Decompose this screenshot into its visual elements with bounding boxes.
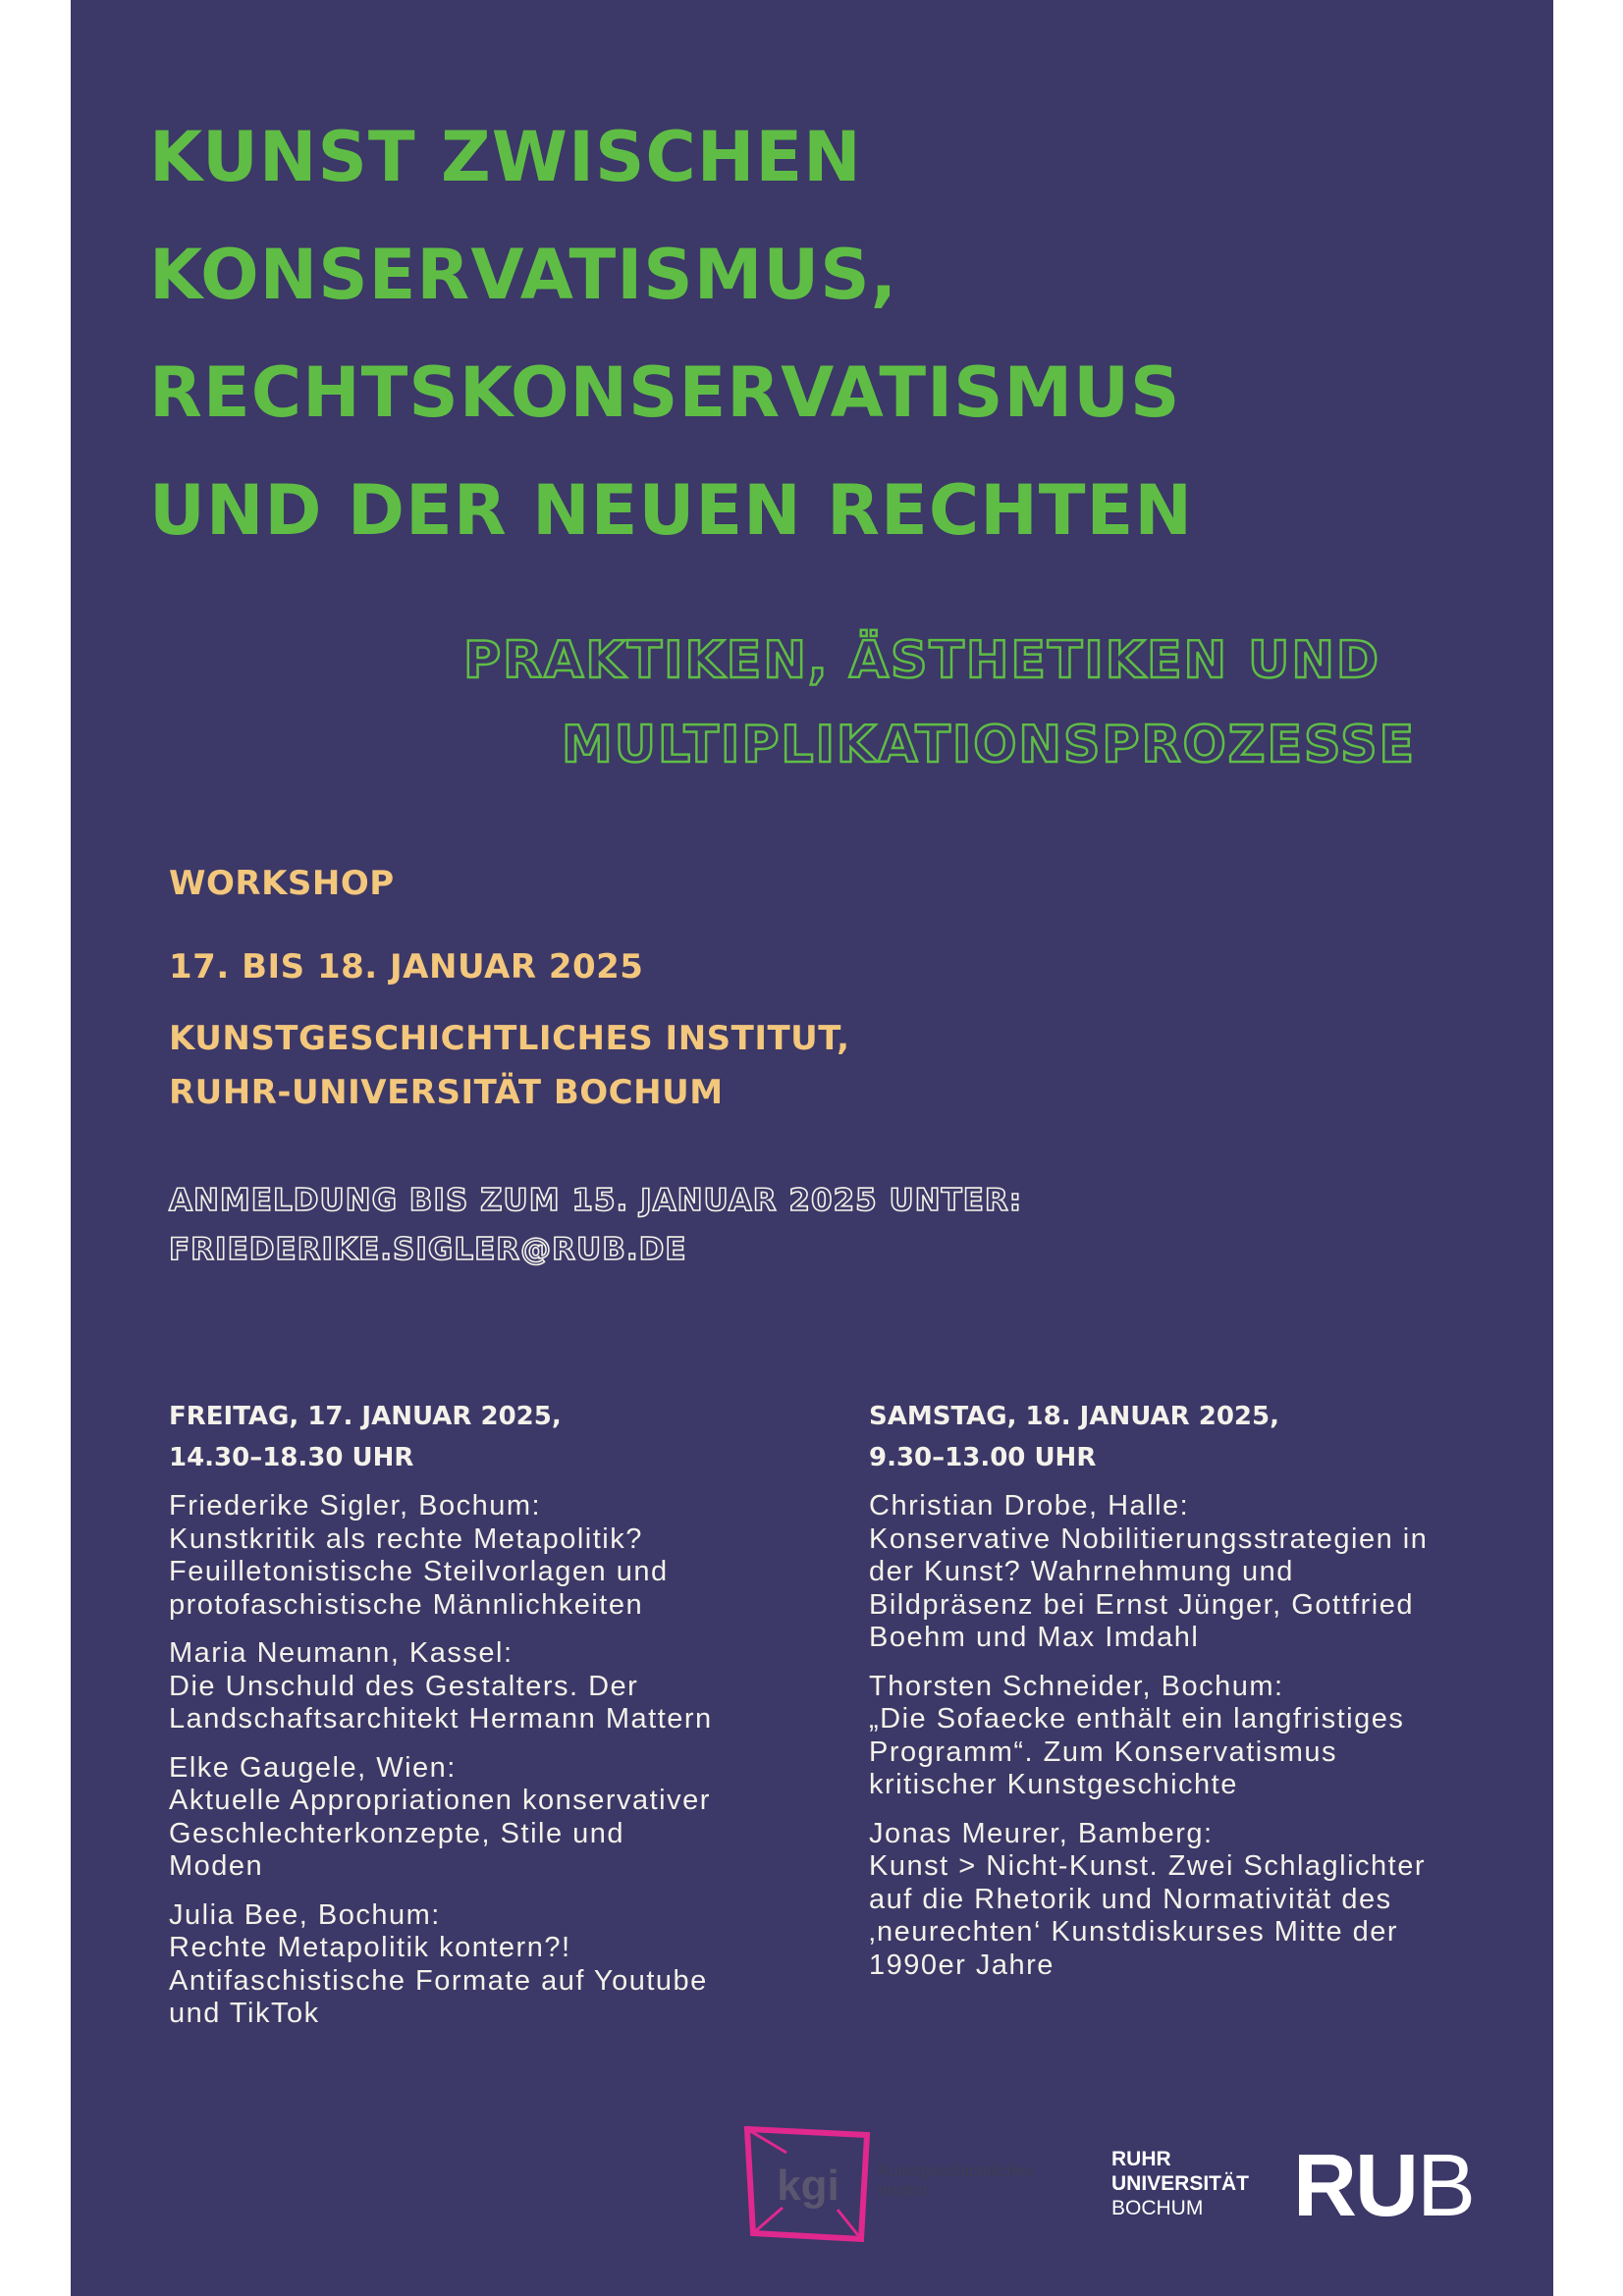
talk-title-line: ‚neurechten‘ Kunstdiskurses Mitte der bbox=[869, 1916, 1399, 1948]
talk-title-line: Rechte Metapolitik kontern?! bbox=[169, 1932, 571, 1963]
talk-speaker: Thorsten Schneider, Bochum: bbox=[869, 1670, 1284, 1702]
talk-title-line: Feuilletonistische Steilvorlagen und bbox=[169, 1556, 669, 1587]
kgi-logo bbox=[743, 2125, 871, 2243]
talk-title-line: Programm“. Zum Konservatismus bbox=[869, 1735, 1337, 1768]
institute-name: KUNSTGESCHICHTLICHES INSTITUT, bbox=[169, 1019, 850, 1058]
friday-program bbox=[169, 1396, 797, 2047]
talk-title-line: Antifaschistische Formate auf Youtube bbox=[169, 1964, 708, 1997]
wordmark-ruhr: RUHR bbox=[1111, 2148, 1171, 2170]
talk-speaker: Jonas Meurer, Bamberg: bbox=[869, 1817, 1214, 1849]
talk-title-line: Kunst > Nicht-Kunst. Zwei Schlaglichter bbox=[869, 1850, 1427, 1882]
talk-title-line: protofaschistische Männlichkeiten bbox=[169, 1588, 644, 1621]
poster bbox=[71, 0, 1553, 2296]
logo-bar bbox=[71, 2125, 1553, 2253]
talk-title-line: Moden bbox=[169, 1850, 264, 1882]
talk-title-line: Konservative Nobilitierungsstrategien in bbox=[869, 1522, 1429, 1555]
rub-logo-bold: RU bbox=[1293, 2137, 1417, 2235]
friday-heading bbox=[169, 1396, 797, 1478]
talk-title-line: Bildpräsenz bei Ernst Jünger, Gottfried bbox=[869, 1588, 1414, 1621]
event-type: WORKSHOP bbox=[169, 864, 395, 903]
talk bbox=[169, 1899, 797, 2031]
kgi-logo-line bbox=[838, 2210, 861, 2239]
subtitle-line-2: MULTIPLIKATIONSPROZESSE bbox=[562, 716, 1417, 774]
talk-title-line: kritischer Kunstgeschichte bbox=[869, 1769, 1238, 1800]
saturday-program bbox=[869, 1396, 1497, 1998]
talk bbox=[869, 1671, 1497, 1802]
friday-time: 14.30–18.30 UHR bbox=[169, 1443, 414, 1472]
talk bbox=[869, 1818, 1497, 1983]
wordmark-bochum: BOCHUM bbox=[1111, 2197, 1204, 2219]
talk bbox=[169, 1752, 797, 1884]
subtitle-line-1: PRAKTIKEN, ÄSTHETIKEN UND bbox=[463, 631, 1381, 690]
title-line: KUNST ZWISCHEN bbox=[149, 117, 862, 197]
talk-title-line: Boehm und Max Imdahl bbox=[869, 1622, 1200, 1653]
registration-deadline: ANMELDUNG BIS ZUM 15. JANUAR 2025 UNTER: bbox=[169, 1183, 1023, 1218]
talk-speaker: Maria Neumann, Kassel: bbox=[169, 1637, 514, 1669]
talk-title-line: Geschlechterkonzepte, Stile und bbox=[169, 1817, 625, 1849]
talk-title-line: Aktuelle Appropriationen konservativer bbox=[169, 1785, 711, 1816]
talk-title-line: und TikTok bbox=[169, 1998, 320, 2029]
rub-logo-light: B bbox=[1417, 2137, 1475, 2235]
talk bbox=[869, 1490, 1497, 1655]
title-line: UND DER NEUEN RECHTEN bbox=[149, 470, 1193, 551]
talk-speaker: Elke Gaugele, Wien: bbox=[169, 1751, 457, 1784]
rub-logo bbox=[1293, 2137, 1474, 2235]
talk-title-line: Landschaftsarchitekt Hermann Mattern bbox=[169, 1703, 713, 1735]
kgi-logo-text: Kunstgeschichtliches Institut bbox=[878, 2162, 1034, 2200]
registration-email[interactable]: FRIEDERIKE.SIGLER@RUB.DE bbox=[169, 1232, 687, 1267]
talk-speaker: Julia Bee, Bochum: bbox=[169, 1898, 441, 1931]
friday-date: FREITAG, 17. JANUAR 2025, bbox=[169, 1402, 562, 1431]
event-dates: 17. BIS 18. JANUAR 2025 bbox=[169, 947, 644, 987]
university-name: RUHR-UNIVERSITÄT BOCHUM bbox=[169, 1073, 724, 1112]
wordmark-universitaet: UNIVERSITÄT bbox=[1111, 2172, 1250, 2195]
title-line: RECHTSKONSERVATISMUS bbox=[149, 352, 1181, 433]
talk-title-line: „Die Sofaecke enthält ein langfristiges bbox=[869, 1703, 1405, 1735]
saturday-heading bbox=[869, 1396, 1497, 1478]
kgi-logo-line bbox=[753, 2208, 783, 2233]
kgi-logo-mark: kgi bbox=[777, 2162, 839, 2210]
main-title bbox=[149, 98, 1193, 569]
talk bbox=[169, 1637, 797, 1736]
saturday-time: 9.30–13.00 UHR bbox=[869, 1443, 1097, 1472]
talk-speaker: Christian Drobe, Halle: bbox=[869, 1490, 1190, 1522]
talk-speaker: Friederike Sigler, Bochum: bbox=[169, 1490, 542, 1522]
title-line: KONSERVATISMUS, bbox=[149, 235, 898, 315]
talk-title-line: 1990er Jahre bbox=[869, 1949, 1055, 1981]
talk bbox=[169, 1490, 797, 1622]
ruhr-universitaet-wordmark bbox=[1111, 2147, 1249, 2220]
talk-title-line: Kunstkritik als rechte Metapolitik? bbox=[169, 1522, 643, 1555]
talk-title-line: auf die Rhetorik und Normativität des bbox=[869, 1883, 1392, 1915]
saturday-date: SAMSTAG, 18. JANUAR 2025, bbox=[869, 1402, 1279, 1431]
talk-title-line: Die Unschuld des Gestalters. Der bbox=[169, 1670, 639, 1702]
talk-title-line: der Kunst? Wahrnehmung und bbox=[869, 1556, 1294, 1587]
